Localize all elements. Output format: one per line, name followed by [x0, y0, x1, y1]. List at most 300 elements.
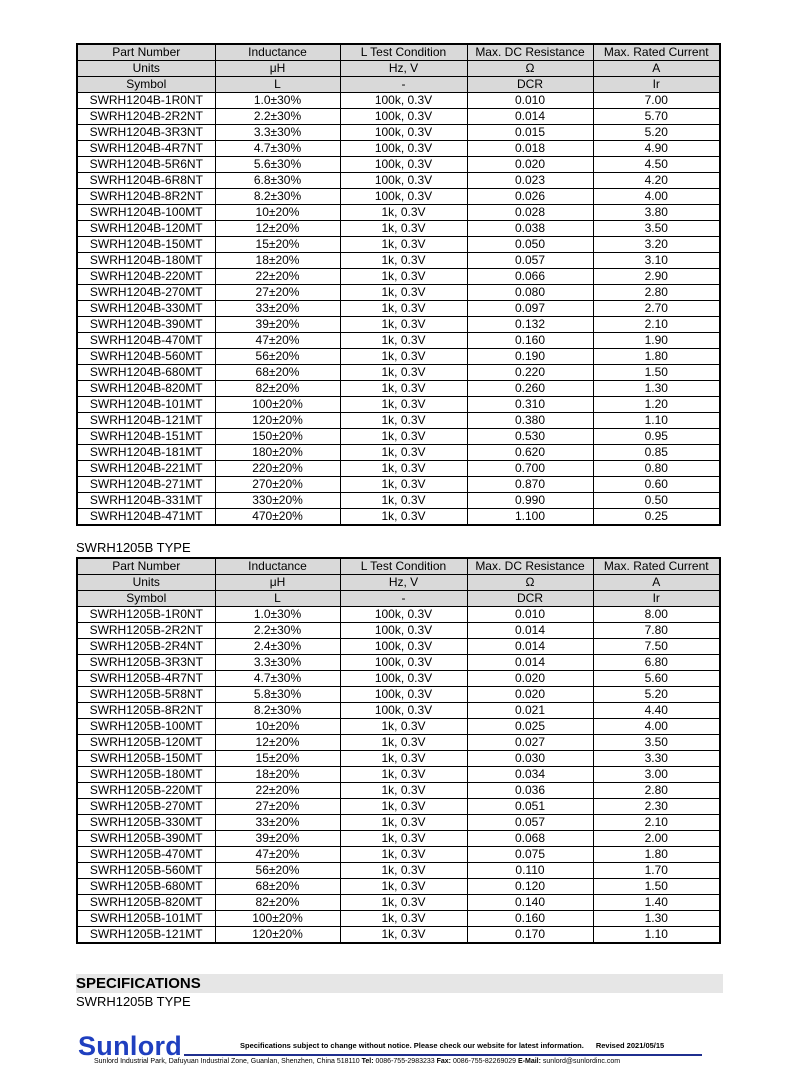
table-cell: 1k, 0.3V [340, 285, 467, 301]
table-cell: SWRH1204B-3R3NT [77, 125, 215, 141]
table-row [77, 639, 720, 655]
table-cell: 7.80 [593, 623, 720, 639]
table-cell: 270±20% [215, 477, 340, 493]
table-cell: 1.50 [593, 879, 720, 895]
table-row [77, 927, 720, 944]
table-cell: 0.028 [467, 205, 593, 221]
header-row-cell: Max. Rated Current [593, 44, 720, 61]
table-cell: 1k, 0.3V [340, 269, 467, 285]
table-cell: 1k, 0.3V [340, 767, 467, 783]
units-row-cell: μH [215, 575, 340, 591]
table-cell: 1.10 [593, 927, 720, 944]
table-cell: 1.40 [593, 895, 720, 911]
table-cell: 39±20% [215, 317, 340, 333]
table-cell: 1k, 0.3V [340, 445, 467, 461]
table-cell: 1.30 [593, 381, 720, 397]
table-cell: SWRH1204B-390MT [77, 317, 215, 333]
table-row [77, 493, 720, 509]
table-cell: 39±20% [215, 831, 340, 847]
table-cell: 1.20 [593, 397, 720, 413]
table-cell: 6.80 [593, 655, 720, 671]
table-cell: 12±20% [215, 735, 340, 751]
table-cell: 2.70 [593, 301, 720, 317]
table-cell: SWRH1204B-151MT [77, 429, 215, 445]
table-row [77, 607, 720, 623]
header-row-cell: L Test Condition [340, 44, 467, 61]
table-row [77, 189, 720, 205]
table-row [77, 767, 720, 783]
swrh1204b-spec-table [76, 43, 721, 526]
tel-number: 0086-755-2983233 [375, 1058, 435, 1065]
units-row-cell: Units [77, 575, 215, 591]
table-row [77, 285, 720, 301]
table-row [77, 879, 720, 895]
table-row [77, 783, 720, 799]
table-cell: 120±20% [215, 413, 340, 429]
table-cell: 0.190 [467, 349, 593, 365]
table-row [77, 205, 720, 221]
table-cell: 1k, 0.3V [340, 799, 467, 815]
table-row [77, 719, 720, 735]
table-cell: SWRH1205B-4R7NT [77, 671, 215, 687]
table-cell: 1k, 0.3V [340, 895, 467, 911]
table-cell: SWRH1205B-2R2NT [77, 623, 215, 639]
table-cell: 0.097 [467, 301, 593, 317]
table-cell: 3.30 [593, 751, 720, 767]
footer-divider [184, 1054, 702, 1056]
table-cell: 0.170 [467, 927, 593, 944]
table-cell: 0.014 [467, 109, 593, 125]
table-cell: SWRH1205B-390MT [77, 831, 215, 847]
header-row-cell: Max. DC Resistance [467, 558, 593, 575]
table-row [77, 413, 720, 429]
table-cell: SWRH1205B-5R8NT [77, 687, 215, 703]
table-cell: 68±20% [215, 365, 340, 381]
header-row-cell: L Test Condition [340, 558, 467, 575]
table-cell: SWRH1204B-4R7NT [77, 141, 215, 157]
table-cell: 100k, 0.3V [340, 639, 467, 655]
table-row [77, 125, 720, 141]
table-row [77, 847, 720, 863]
table-row [77, 237, 720, 253]
units-row-cell: Ω [467, 575, 593, 591]
symbol-row-cell: L [215, 77, 340, 93]
units-row [77, 575, 720, 591]
table-cell: 5.20 [593, 125, 720, 141]
table-cell: 4.7±30% [215, 671, 340, 687]
table-cell: 0.027 [467, 735, 593, 751]
table-cell: 1k, 0.3V [340, 397, 467, 413]
table-cell: 1k, 0.3V [340, 205, 467, 221]
table-cell: 1.80 [593, 349, 720, 365]
table-cell: 0.380 [467, 413, 593, 429]
table-cell: SWRH1204B-1R0NT [77, 93, 215, 109]
table-cell: 4.50 [593, 157, 720, 173]
table-cell: 2.2±30% [215, 109, 340, 125]
table-cell: 8.2±30% [215, 189, 340, 205]
units-row-cell: Units [77, 61, 215, 77]
table-cell: 1.0±30% [215, 607, 340, 623]
table-cell: 100k, 0.3V [340, 655, 467, 671]
symbol-row-cell: Symbol [77, 591, 215, 607]
table-cell: 47±20% [215, 847, 340, 863]
units-row [77, 61, 720, 77]
table-cell: 0.030 [467, 751, 593, 767]
table-cell: 0.075 [467, 847, 593, 863]
table-cell: 4.20 [593, 173, 720, 189]
table-cell: 470±20% [215, 509, 340, 526]
table-cell: 2.2±30% [215, 623, 340, 639]
table-row [77, 397, 720, 413]
table-cell: SWRH1205B-220MT [77, 783, 215, 799]
table-cell: 0.530 [467, 429, 593, 445]
table-cell: 1.50 [593, 365, 720, 381]
table-cell: 0.60 [593, 477, 720, 493]
table-cell: 1k, 0.3V [340, 815, 467, 831]
header-row-cell: Part Number [77, 558, 215, 575]
table-cell: 0.310 [467, 397, 593, 413]
table-cell: 1k, 0.3V [340, 879, 467, 895]
table-cell: SWRH1204B-100MT [77, 205, 215, 221]
table-cell: SWRH1205B-1R0NT [77, 607, 215, 623]
table-row [77, 365, 720, 381]
table-cell: SWRH1204B-560MT [77, 349, 215, 365]
table-row [77, 655, 720, 671]
table-cell: 1k, 0.3V [340, 301, 467, 317]
header-row [77, 44, 720, 61]
table-cell: SWRH1204B-8R2NT [77, 189, 215, 205]
table-cell: 100k, 0.3V [340, 687, 467, 703]
symbol-row [77, 591, 720, 607]
table-cell: 0.023 [467, 173, 593, 189]
table-cell: 0.80 [593, 461, 720, 477]
table-cell: 2.10 [593, 317, 720, 333]
table-cell: SWRH1204B-2R2NT [77, 109, 215, 125]
table-cell: 1k, 0.3V [340, 735, 467, 751]
table-cell: 1k, 0.3V [340, 751, 467, 767]
table-row [77, 703, 720, 719]
table-cell: 82±20% [215, 895, 340, 911]
table-cell: SWRH1205B-330MT [77, 815, 215, 831]
table-cell: 1k, 0.3V [340, 253, 467, 269]
table-cell: 220±20% [215, 461, 340, 477]
table-cell: SWRH1204B-331MT [77, 493, 215, 509]
table-cell: SWRH1205B-150MT [77, 751, 215, 767]
table-cell: SWRH1204B-221MT [77, 461, 215, 477]
table-cell: 1.100 [467, 509, 593, 526]
table-row [77, 429, 720, 445]
table-cell: 0.026 [467, 189, 593, 205]
table-cell: 56±20% [215, 863, 340, 879]
symbol-row [77, 77, 720, 93]
symbol-row-cell: Symbol [77, 77, 215, 93]
table-cell: 0.014 [467, 639, 593, 655]
table-cell: 4.00 [593, 719, 720, 735]
table-cell: 2.10 [593, 815, 720, 831]
table-cell: 0.021 [467, 703, 593, 719]
table-cell: 100k, 0.3V [340, 703, 467, 719]
table-row [77, 831, 720, 847]
table-row [77, 815, 720, 831]
email-label: E-Mail: [518, 1058, 541, 1065]
table-cell: 0.068 [467, 831, 593, 847]
table-cell: SWRH1205B-560MT [77, 863, 215, 879]
sunlord-logo: Sunlord [78, 1031, 183, 1061]
table-cell: SWRH1205B-100MT [77, 719, 215, 735]
table-cell: 1k, 0.3V [340, 349, 467, 365]
table-cell: 0.050 [467, 237, 593, 253]
table-cell: 5.8±30% [215, 687, 340, 703]
units-row-cell: Hz, V [340, 575, 467, 591]
symbol-row-cell: L [215, 591, 340, 607]
table-cell: 2.00 [593, 831, 720, 847]
table-cell: 0.038 [467, 221, 593, 237]
table-cell: SWRH1205B-3R3NT [77, 655, 215, 671]
address-text: Sunlord Industrial Park, Dafuyuan Industrial Zone, Guanlan, Shenzhen, China 518110 [94, 1058, 360, 1065]
table-cell: 8.2±30% [215, 703, 340, 719]
table-cell: 100k, 0.3V [340, 671, 467, 687]
table-row [77, 317, 720, 333]
table-row [77, 735, 720, 751]
footer-contact [94, 1057, 700, 1067]
table-cell: 4.00 [593, 189, 720, 205]
table-cell: 1k, 0.3V [340, 719, 467, 735]
header-row-cell: Part Number [77, 44, 215, 61]
table-cell: SWRH1205B-180MT [77, 767, 215, 783]
table-cell: 0.014 [467, 623, 593, 639]
table-cell: 10±20% [215, 719, 340, 735]
table-cell: 1k, 0.3V [340, 429, 467, 445]
table-cell: 47±20% [215, 333, 340, 349]
table-cell: 2.80 [593, 285, 720, 301]
table-cell: 3.3±30% [215, 125, 340, 141]
table-cell: 3.10 [593, 253, 720, 269]
table-cell: 0.010 [467, 607, 593, 623]
table-cell: 2.80 [593, 783, 720, 799]
table-cell: 0.220 [467, 365, 593, 381]
swrh1205b-spec-table [76, 557, 721, 944]
table-cell: 0.036 [467, 783, 593, 799]
table-cell: 3.50 [593, 735, 720, 751]
table-row [77, 157, 720, 173]
table-cell: 100±20% [215, 397, 340, 413]
table-cell: SWRH1204B-150MT [77, 237, 215, 253]
table-cell: SWRH1204B-820MT [77, 381, 215, 397]
table-row [77, 863, 720, 879]
table-cell: 0.020 [467, 157, 593, 173]
table-cell: 3.3±30% [215, 655, 340, 671]
table-cell: 330±20% [215, 493, 340, 509]
table-row [77, 333, 720, 349]
table-cell: SWRH1205B-270MT [77, 799, 215, 815]
table-cell: 3.80 [593, 205, 720, 221]
table-cell: 56±20% [215, 349, 340, 365]
table-row [77, 221, 720, 237]
specifications-heading: SPECIFICATIONS [76, 974, 723, 993]
units-row-cell: Hz, V [340, 61, 467, 77]
table-cell: 100k, 0.3V [340, 141, 467, 157]
table-cell: 1k, 0.3V [340, 365, 467, 381]
table-cell: 1k, 0.3V [340, 333, 467, 349]
table-cell: 0.25 [593, 509, 720, 526]
table-cell: 100k, 0.3V [340, 189, 467, 205]
table-cell: 10±20% [215, 205, 340, 221]
table-cell: 100±20% [215, 911, 340, 927]
table-cell: 0.051 [467, 799, 593, 815]
table-cell: 5.6±30% [215, 157, 340, 173]
table-row [77, 687, 720, 703]
table-cell: SWRH1204B-220MT [77, 269, 215, 285]
table-cell: 0.120 [467, 879, 593, 895]
table-cell: 100k, 0.3V [340, 607, 467, 623]
table-cell: SWRH1204B-271MT [77, 477, 215, 493]
revised-date: Revised 2021/05/15 [595, 1041, 665, 1050]
table-cell: 1k, 0.3V [340, 831, 467, 847]
table-cell: 1.10 [593, 413, 720, 429]
table-cell: 33±20% [215, 815, 340, 831]
table-cell: SWRH1204B-6R8NT [77, 173, 215, 189]
table-cell: SWRH1205B-120MT [77, 735, 215, 751]
table-cell: SWRH1204B-121MT [77, 413, 215, 429]
table-row [77, 141, 720, 157]
header-row [77, 558, 720, 575]
table-cell: 2.90 [593, 269, 720, 285]
table-row [77, 93, 720, 109]
table-cell: 15±20% [215, 751, 340, 767]
table-cell: 0.50 [593, 493, 720, 509]
table-cell: 0.110 [467, 863, 593, 879]
symbol-row-cell: - [340, 77, 467, 93]
table-row [77, 671, 720, 687]
table-cell: SWRH1205B-121MT [77, 927, 215, 944]
table-cell: 0.018 [467, 141, 593, 157]
table-row [77, 269, 720, 285]
table-cell: 2.30 [593, 799, 720, 815]
table-cell: 1.30 [593, 911, 720, 927]
table-row [77, 109, 720, 125]
table-cell: 0.870 [467, 477, 593, 493]
table-cell: 18±20% [215, 767, 340, 783]
email-address: sunlord@sunlordinc.com [542, 1058, 621, 1065]
table-cell: 1.90 [593, 333, 720, 349]
table-cell: 4.90 [593, 141, 720, 157]
table-cell: 100k, 0.3V [340, 109, 467, 125]
table-cell: 4.40 [593, 703, 720, 719]
table-cell: SWRH1204B-270MT [77, 285, 215, 301]
table-cell: 0.020 [467, 671, 593, 687]
table-cell: 1k, 0.3V [340, 461, 467, 477]
table-cell: 18±20% [215, 253, 340, 269]
table-cell: 3.50 [593, 221, 720, 237]
table-cell: 5.20 [593, 687, 720, 703]
table-cell: 22±20% [215, 783, 340, 799]
table-cell: SWRH1204B-101MT [77, 397, 215, 413]
table-cell: 8.00 [593, 607, 720, 623]
table-cell: 100k, 0.3V [340, 173, 467, 189]
table-row [77, 253, 720, 269]
table-cell: SWRH1205B-470MT [77, 847, 215, 863]
table-cell: 1k, 0.3V [340, 221, 467, 237]
table-cell: 27±20% [215, 285, 340, 301]
table-cell: 0.066 [467, 269, 593, 285]
table-row [77, 381, 720, 397]
table-row [77, 301, 720, 317]
table-cell: 1k, 0.3V [340, 509, 467, 526]
header-row-cell: Inductance [215, 558, 340, 575]
table-row [77, 623, 720, 639]
fax-number: 0086-755-82269029 [452, 1058, 517, 1065]
table-row [77, 461, 720, 477]
table-cell: 0.057 [467, 253, 593, 269]
table-row [77, 799, 720, 815]
table-cell: 100k, 0.3V [340, 125, 467, 141]
table-cell: 1k, 0.3V [340, 317, 467, 333]
header-row-cell: Inductance [215, 44, 340, 61]
table-cell: 0.85 [593, 445, 720, 461]
table-cell: 0.034 [467, 767, 593, 783]
table-cell: SWRH1204B-330MT [77, 301, 215, 317]
table-cell: 100k, 0.3V [340, 93, 467, 109]
table-cell: 0.014 [467, 655, 593, 671]
table-cell: SWRH1204B-680MT [77, 365, 215, 381]
footer-notice [240, 1041, 700, 1051]
table-cell: SWRH1205B-101MT [77, 911, 215, 927]
units-row-cell: A [593, 575, 720, 591]
table-cell: SWRH1205B-8R2NT [77, 703, 215, 719]
specifications-type-label: SWRH1205B TYPE [76, 994, 191, 1009]
table-cell: 22±20% [215, 269, 340, 285]
table-cell: 27±20% [215, 799, 340, 815]
table-cell: 33±20% [215, 301, 340, 317]
table-cell: 3.00 [593, 767, 720, 783]
table-cell: 3.20 [593, 237, 720, 253]
table-cell: 0.015 [467, 125, 593, 141]
table-cell: 0.010 [467, 93, 593, 109]
table-cell: 0.620 [467, 445, 593, 461]
table-row [77, 911, 720, 927]
table-cell: 0.700 [467, 461, 593, 477]
table-cell: 180±20% [215, 445, 340, 461]
symbol-row-cell: Ir [593, 77, 720, 93]
header-row-cell: Max. Rated Current [593, 558, 720, 575]
table-cell: 0.140 [467, 895, 593, 911]
table-cell: SWRH1204B-181MT [77, 445, 215, 461]
table-cell: 15±20% [215, 237, 340, 253]
table-cell: 1.70 [593, 863, 720, 879]
symbol-row-cell: - [340, 591, 467, 607]
table-cell: SWRH1204B-5R6NT [77, 157, 215, 173]
symbol-row-cell: DCR [467, 591, 593, 607]
table-cell: 4.7±30% [215, 141, 340, 157]
table-cell: 2.4±30% [215, 639, 340, 655]
symbol-row-cell: Ir [593, 591, 720, 607]
table-cell: 5.70 [593, 109, 720, 125]
tel-label: Tel: [361, 1058, 374, 1065]
table-row [77, 477, 720, 493]
table-cell: SWRH1205B-2R4NT [77, 639, 215, 655]
symbol-row-cell: DCR [467, 77, 593, 93]
table-cell: 150±20% [215, 429, 340, 445]
table-cell: SWRH1204B-120MT [77, 221, 215, 237]
table-cell: 0.95 [593, 429, 720, 445]
notice-text: Specifications subject to change without notice. Please check our website for latest information. [240, 1041, 584, 1050]
table-cell: 0.080 [467, 285, 593, 301]
table-cell: 82±20% [215, 381, 340, 397]
table-cell: 0.990 [467, 493, 593, 509]
units-row-cell: Ω [467, 61, 593, 77]
table-cell: SWRH1205B-680MT [77, 879, 215, 895]
units-row-cell: A [593, 61, 720, 77]
